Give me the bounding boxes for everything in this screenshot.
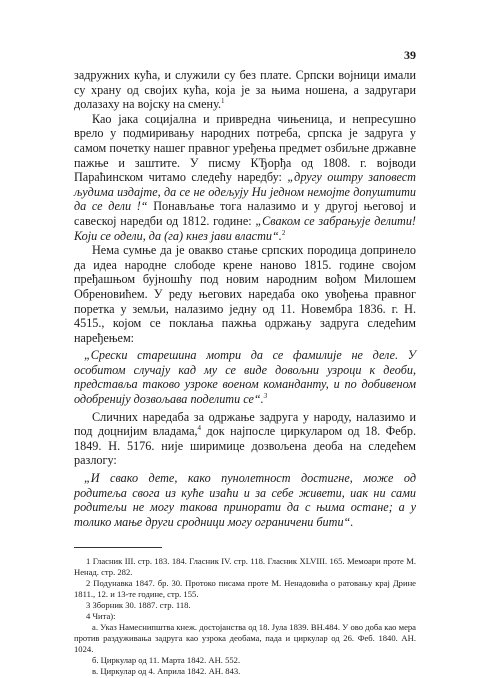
- quote-circular-1849: „И свако дете, како пунолетност достигне, може од родитеља свога из куће изаћи и за себе живети, иак ни сами родитељи не могу такова принорати да с њима остане; а у толико мање други сродници могу ограничени бити“.: [74, 471, 416, 529]
- paragraph-2: Као јака социјална и привредна чињеница, и непресушно врело у подмиривању народних потреба, српска је задруга у самом почетку нашег правног уређења предмет озбиљне државне пажње и заштите. У писму КЂорђа од 1808. г. војводи Параћинском читамо следећу наредбу: „другу оштру заповест људима издајте, да се не одељују Ни једном немојте допуштити да се дели !“ Понављање тога налазимо и у другој његовој и савеској наредби од 1812. године: „Сваком се забрањује делити! Који се одели, да (га) кнез јави власти“.$^2$: [74, 111, 416, 243]
- footnote-ref-4: 4: [197, 424, 202, 433]
- quote-karadjordje-1: „другу оштру заповест људима издајте, да се не одељују Ни једном немојте допуштити да се дели !“: [74, 170, 416, 214]
- footnote-divider: [74, 547, 162, 548]
- quote-milos-order: „Срески старешина мотри да се фамилије не деле. У особитом случају кад му се виде довољни узроци к деоби, представља таково узроке военом команданту, и по добивеном одобренију дозвољава поделити се“.$^3$: [74, 348, 416, 407]
- paragraph-5: Сличних наредаба за одржање задруга у народу, налазимо и под доцнијим владама,$^4$ док најпосле циркуларом од 18. Фебр. 1849. Н. 5176. није ширимице дозвољена деоба на следећем разлогу:: [74, 409, 416, 468]
- footnote-4b: б. Циркулар од 11. Марта 1842. АН. 552.: [92, 655, 241, 666]
- footnote-4c: в. Циркулар од 4. Априла 1842. АН. 843.: [92, 666, 241, 677]
- quote-karadjordje-2: „Сваком се забрањује делити! Који се одели, да (га) кнез јави власти“.: [74, 213, 416, 243]
- footnotes: [74, 556, 416, 677]
- footnote-ref-2: 2: [281, 228, 286, 237]
- footnote-ref-3: 3: [263, 392, 268, 400]
- footnote-ref-1: 1: [221, 97, 225, 106]
- footnote-1: 1 Гласник III. стр. 183. 184. Гласник IV. стр. 118. Гласник XLVIII. 165. Мемоари проте М. Ненад. стр. 282.: [74, 556, 416, 578]
- paragraph-3: Нема сумње да је овакво стање српских породица допринело да идеа народне слободе крене наново 1815. године својом пређашњом бујношћу под новим народним вођом Милошем Обреновићем. У реду његових наредаба око увођења правног поретка у земљи, налазимо једну од 11. Новембра 1836. г. Н. 4515., којом се поклања пажња одржању задруга следећим наређењем:: [74, 243, 416, 345]
- paragraph-1: задружних кућа, и служили су без плате. Српски војници имали су храну од својих кућа, која је за њима ношена, а задругари долазаху на војску на смену.$^1$: [74, 68, 416, 112]
- footnote-3: 3 Зборник 30. 1887. стр. 118.: [86, 600, 191, 611]
- body-text: [74, 68, 416, 529]
- footnote-2: 2 Подунавка 1847. бр. 30. Протоко писама проте М. Ненадовића о ратовању крај Дрине 1811., 12. и 13-те године, стр. 155.: [74, 578, 416, 600]
- footnote-4a: а. Указ Намеснипштва кнеж. достојанства од 18. Јула 1839. ВН.484. У ово доба као мера против раздуживања задруга као узрока деобама, пада и циркулар од 26. Феб. 1840. АН. 1024.: [74, 622, 416, 655]
- footnote-4: 4 Чита):: [86, 611, 116, 622]
- page-number: 39: [404, 48, 416, 62]
